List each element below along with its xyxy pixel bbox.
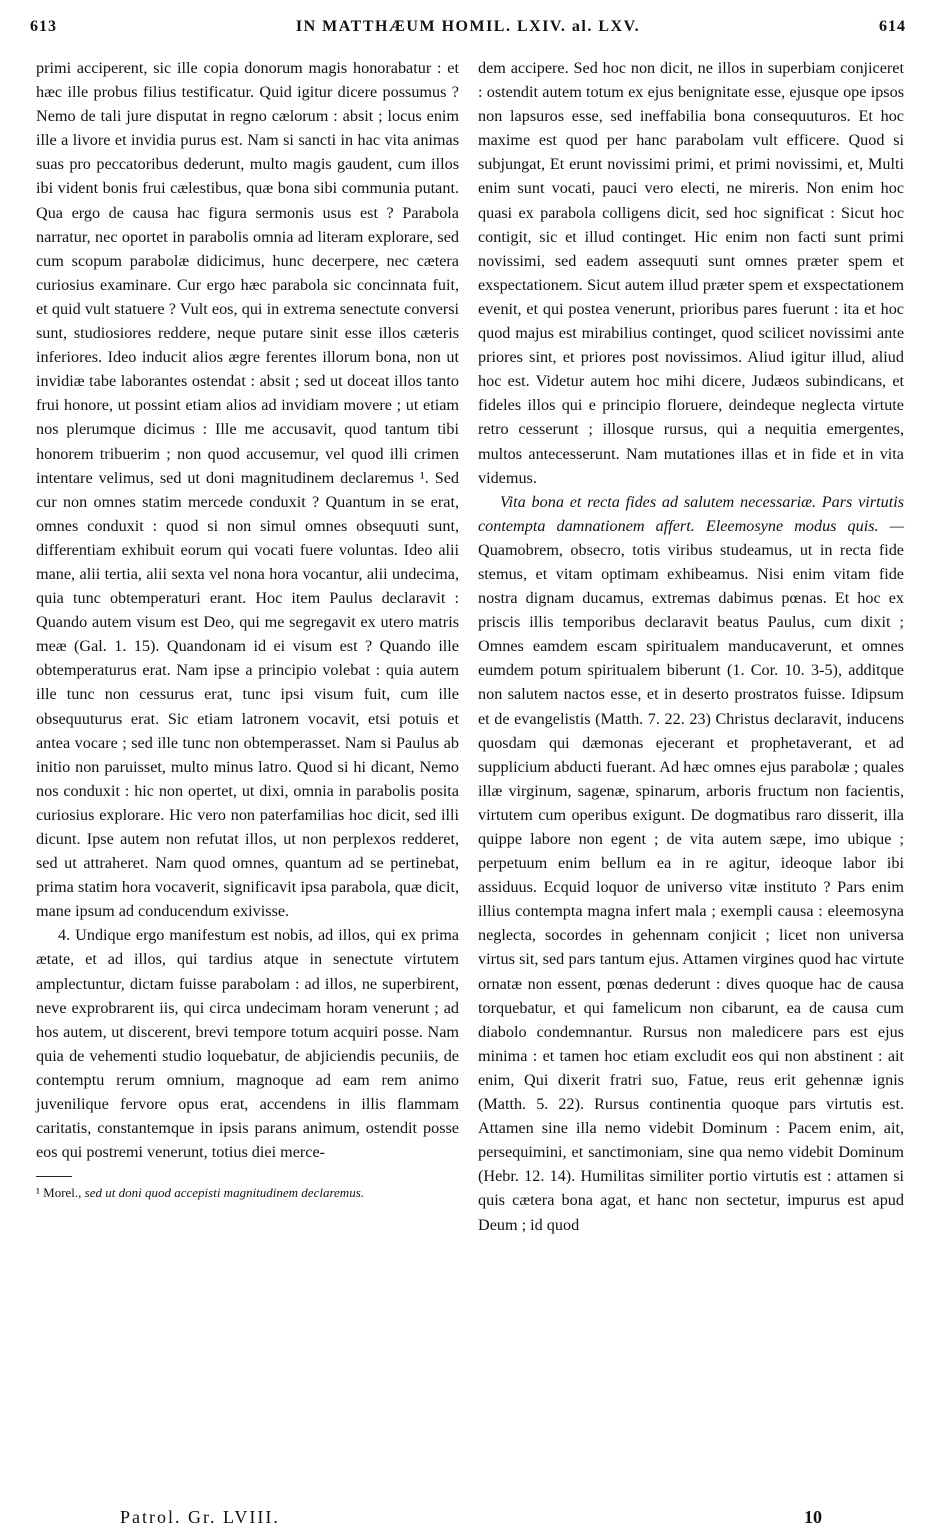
footnote-mark: ¹ Morel., <box>36 1185 82 1201</box>
signature-mark: 10 <box>804 1506 822 1527</box>
footnote-text: sed ut doni quod accepisti magnitudinem declaremus. <box>84 1185 365 1201</box>
left-paragraph-2: 4. Undique ergo manifestum est nobis, ad illos, qui ex prima ætate, et ad illos, qui tardius atque in senectute virtutem amplectuntur, dictam fuisse parabolam : ad illos, ne superbirent, neve exprobrarent iis, qui circa undecimam horam venerunt ; ad hos autem, ut discerent, brevi tempore totum acquiri posse. Nam quia de vehementi studio loquebatur, de abjiciendis pecuniis, de contemptu rerum omnium, magnoque ad eam rem animo juvenilique fervore opus erat, accendens in illis flammam caritatis, constantemque in ipsis parans animum, ostendit posse eos qui postremi venerunt, totius diei merce- <box>36 926 459 1162</box>
footnote <box>36 1183 459 1202</box>
page-number-left: 613 <box>30 18 57 35</box>
section-summary: Vita bona et recta fides ad salutem necessariæ. Pars virtutis contempta damnationem affert. Eleemosyne modus quis. — <box>478 492 904 535</box>
right-paragraph-2-text: Quamobrem, obsecro, totis viribus studeamus, ut in recta fide stemus, et vitam optimam exhibeamus. Nisi enim vitam fide nostra dignam ducamus, extremas dabimus pœnas. Et hoc ex priscis illis temporibus declaravit beatus Paulus, cum dixit ; Omnes eamdem escam spiritualem manducaverunt, et omnes eumdem potum spiritualem biberunt (1. Cor. 10. 3-5), additque non salutem nactos esse, et in deserto prostratos fuisse. Idipsum et de evangelistis (Matth. 7. 22. 23) Christus declaravit, inducens quosdam qui dæmonas ejecerant et prophetaverant, et ad supplicium abducti fuerant. Ad hæc omnes ejus parabolæ ; quales illæ virginum, sagenæ, spinarum, arboris fructum non facientis, virtutem cum operibus exigunt. De dogmatibus raro disserit, illa quippe labore non egent ; de vita autem sæpe, imo ubique ; perpetuum enim bellum ea in re agitur, ideoque labor ibi assiduus. Ecquid loquor de universo vitæ instituto ? Pars enim illius contempta magna infert mala ; exempli causa : eleemosyna neglecta, socordes in gehennam conjicit ; licet non universa virtus sit, sed pars tantum ejus. Attamen virgines quod hac virtute ornatæ non essent, pœnas dederunt : dives quoque hac de causa torquebatur, et qui famelicum non cibarunt, ea de causa cum diabolo condemnantur. Rursus non maledicere pars est ejus minima : et tamen hoc etiam excludit eos qui non abstinent : ait enim, Qui dixerit fratri suo, Fatue, reus erit gehennæ ignis (Matth. 5. 22). Rursus continentia quoque pars virtutis est. Attamen sine illa nemo videbit Dominum : Pacem enim, ait, persequimini, et sanctimoniam, sine qua nemo videbit Dominum (Hebr. 12. 14). Humilitas similiter portio virtutis est : attamen si quis cætera bona agat, et hanc non sectetur, impurus est apud Deum ; id quod <box>478 540 904 1234</box>
series-footer: Patrol. Gr. LVIII. <box>120 1506 280 1527</box>
left-paragraph-1: primi acciperent, sic ille copia donorum magis honorabatur : et hæc ille probus filius testificatur. Quid igitur dicere possumus ? Nemo de tali jure disputat in regno cælorum : absit ; locus enim ille a livore et invidia purus est. Nam si sancti in hac vita animas suas pro peccatoribus dederunt, multo magis gaudent, cum illos ibi vident bonis frui cælestibus, quæ bona sibi communia putant. Qua ergo de causa hac figura sermonis usus est ? Parabola narratur, nec oportet in parabolis omnia ad literam explorare, sed cum scopum parabolæ didicimus, hunc decerpere, nec cætera curiosius examinare. Cur ergo hæc parabola sic concinnata fuit, et quid vult statuere ? Vult eos, qui in extrema senectute conversi sunt, studiosiores reddere, neque putare sinit esse illos cæteris inferiores. Ideo inducit alios ægre ferentes illorum bona, non ut invidiæ tabe laborantes ostendat : absit ; sed ut doceat illos tanto frui honore, ut possint etiam alios ad invidiam movere ; ut etiam nos plerumque dicimus : Ille me accusavit, quod tantum tibi honorem tribuerim ; non quod accusemur, vel quod illi crimen intentare velimus, sed ut doni magnitudinem declaremus ¹. Sed cur non omnes statim mercede conduxit ? Quantum in se erat, omnes conduxit : quod si non simul omnes obsequuti sunt, differentiam exhibuit eorum qui vocati fuere voluntas. Ideo alii mane, alii tertia, alii sexta vel nona hora vocantur, alii undecima, quia tunc obtemperaturi erant. Hoc item Paulus declaravit : Quando autem visum est Deo, qui me segregavit ex utero matris meæ (Gal. 1. 15). Quandonam id ei visum est ? Quando ille obtemperaturus erat. Nam ipse a principio volebat : quia autem ille tunc non cessurus erat, tunc ipsi visum fuit, cum ille obsequuturus erat. Sic etiam latronem vocavit, etsi potuis et antea vocare ; sed ille tunc non obtemperasset. Nam si Paulus ab initio non paruisset, multo minus latro. Quod si hi dicant, Nemo nos conduxit : hic non opertet, ut dixi, omnia in parabolis posita curiosius explorare. Hic vero non paterfamilias hoc dicit, sed illi dicunt. Ipse autem non refutat illos, ut non perplexos redderet, sed ut attraheret. Nam quod omnes, quantum ad se pertinebat, prima statim hora vocaverit, significavit ipsa parabola, quæ dicit, mane ipsum ad conducendum exivisse. <box>36 59 459 921</box>
page-header <box>30 10 906 44</box>
right-column <box>478 56 904 1237</box>
page-number-right: 614 <box>878 18 906 35</box>
footnote-rule <box>36 1176 72 1177</box>
running-title: IN MATTHÆUM HOMIL. LXIV. al. LXV. <box>295 18 641 35</box>
page-footer <box>120 1502 822 1532</box>
left-column <box>36 56 459 1202</box>
right-paragraph-1: dem accipere. Sed hoc non dicit, ne illos in superbiam conjiceret : ostendit autem totum ex ejus benignitate esse, ejusque ope ipsos non lapsuros esse, sed ineffabilia bona consequuturos. Et hoc maxime est quod per hanc parabolam vult efficere. Quod si subjungat, Et erunt novissimi primi, et primi novissimi, et, Multi enim sunt vocati, pauci vero electi, ne mireris. Non enim hoc quasi ex parabola colligens dicit, sed hoc significat : Sicut hoc contigit, sic et illud continget. Hic enim non facti sunt primi novissimi, sed eadem assequuti sunt omnes præter spem et exspectationem. Sicut autem illud præter spem et exspectationem evenit, et qui postea venerunt, prioribus pares fuerunt : ita et hoc quod majus est mirabilius continget, quod scilicet novissimi ante priores sint, et priores post novissimos. Aliud igitur illud, aliud hoc est. Videtur autem hoc mihi dicere, Judæos subindicans, et fideles illos qui e principio floruere, deindeque neglecta virtute retro cesserunt ; illosque rursus, qui a nequitia emergentes, multos antecesserunt. Nam mutationes illas et in fide et in vita videmus. <box>478 59 904 487</box>
right-paragraph-2 <box>478 490 904 1237</box>
